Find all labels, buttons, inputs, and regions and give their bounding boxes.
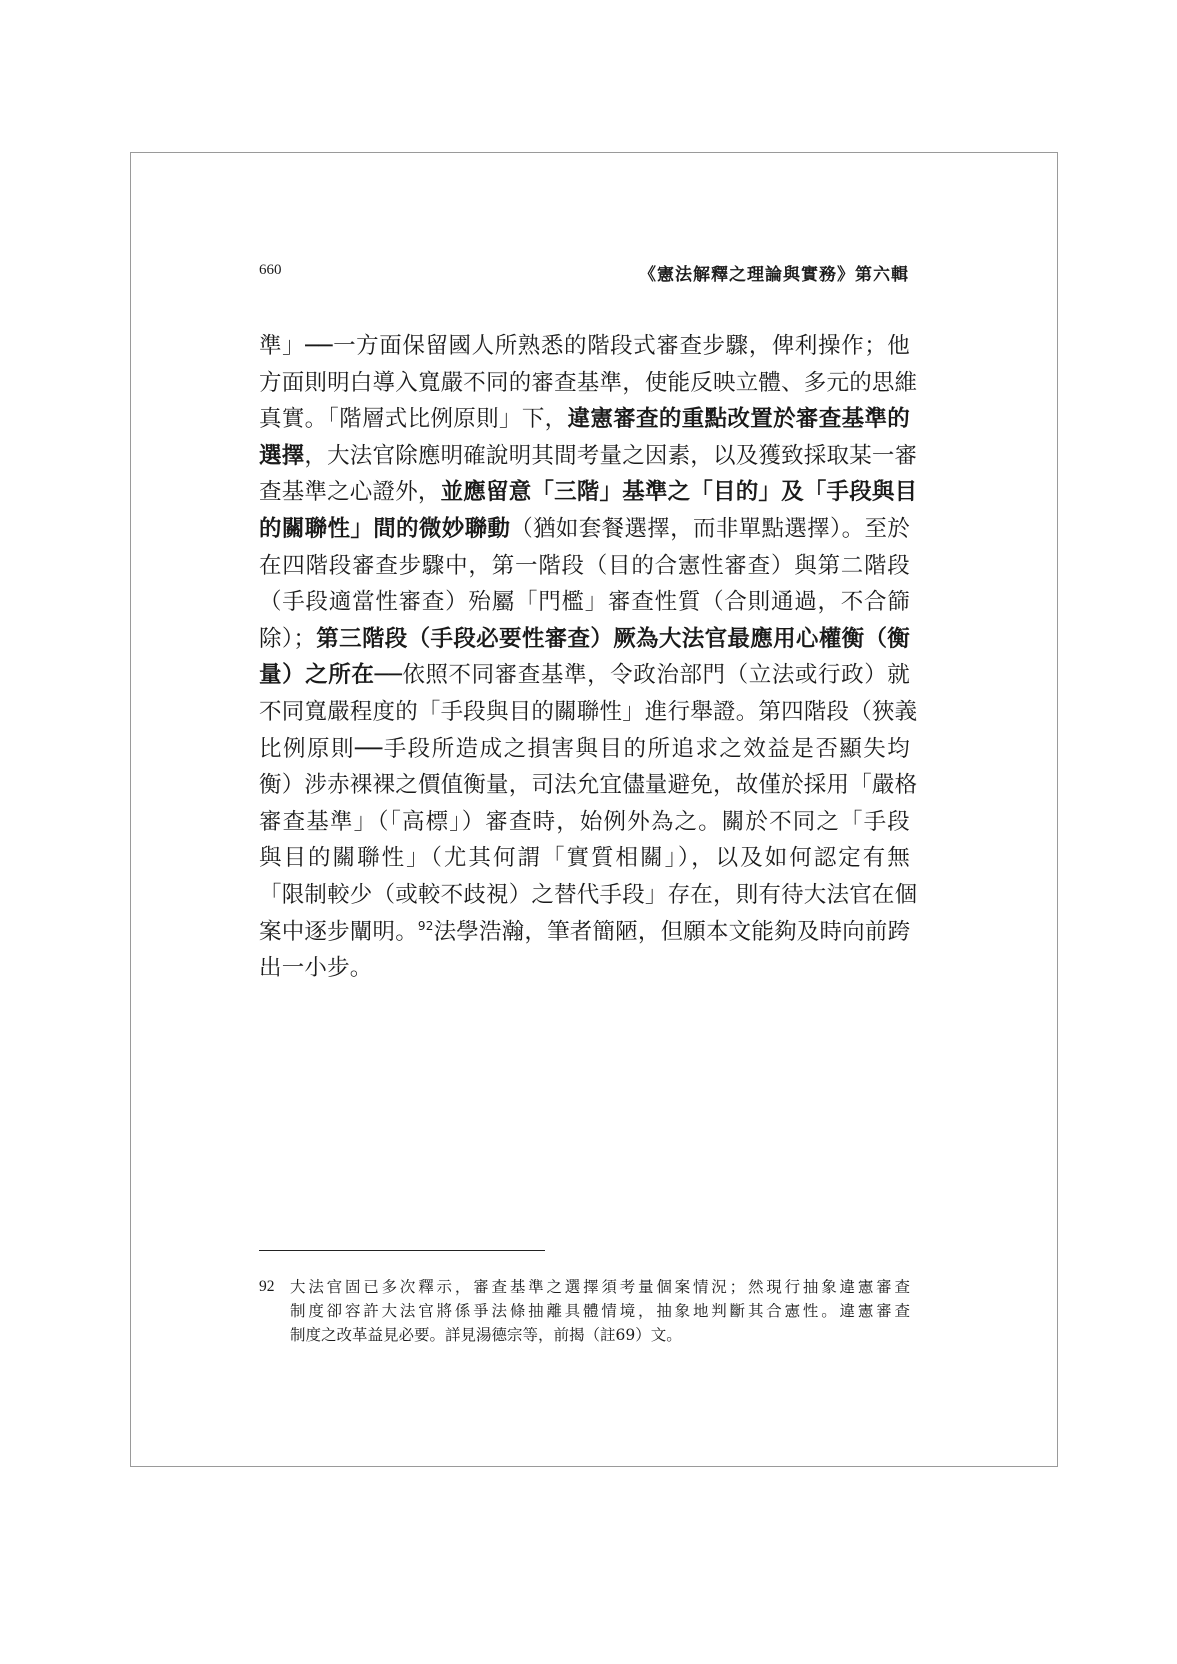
body-line [259, 657, 910, 694]
text-run: ，大法官除應明確說明其間考量之因素，以及獲致採取某一審 [304, 442, 918, 469]
body-line: （手段適當性審查）殆屬「門檻」審查性質（合則通過，不合篩 [259, 589, 910, 616]
body-line: 出一小步。 [259, 955, 373, 982]
body-line: 不同寬嚴程度的「手段與目的關聯性」進行舉證。第四階段（狹義 [259, 698, 918, 725]
text-run: 案中逐步闡明。 [259, 918, 418, 945]
body-paragraph [259, 328, 918, 987]
emphasis-run: 並應留意「三階」基準之「目的」及「手段與目 [440, 479, 918, 506]
body-line: 與目的關聯性」（尤其何謂「實質相關」），以及如何認定有無 [259, 845, 910, 872]
footnote [259, 1275, 910, 1347]
emphasis-run: 違憲審查的重點改置於審查基準的 [567, 406, 910, 433]
body-line [259, 621, 910, 658]
footnote-reference[interactable]: 92 [417, 918, 434, 933]
footnote-line: 制度卻容許大法官將係爭法條抽離具體情境，抽象地判斷其合憲性。違憲審查 [290, 1302, 910, 1320]
running-header-title: 《憲法解釋之理論與實務》第六輯 [639, 265, 909, 285]
emphasis-run: 選擇 [259, 442, 305, 469]
text-run: ──依照不同審查基準，令政治部門（立法或行政）就 [374, 662, 910, 689]
body-line: 審查基準」（「高標」）審查時，始例外為之。關於不同之「手段 [259, 808, 910, 835]
text-run: 查基準之心證外， [259, 479, 441, 506]
emphasis-run: 的關聯性」間的微妙聯動 [259, 515, 511, 542]
emphasis-run: 量）之所在 [259, 662, 375, 689]
emphasis-run: 第三階段（手段必要性審查）厥為大法官最應用心權衡（衡 [316, 625, 910, 652]
body-line: 準」──一方面保留國人所熟悉的階段式審查步驟，俾利操作；他 [259, 333, 910, 359]
body-line [259, 401, 910, 438]
body-line: 在四階段審查步驟中，第一階段（目的合憲性審查）與第二階段 [259, 552, 910, 579]
body-line [259, 914, 910, 951]
body-line: 比例原則──手段所造成之損害與目的所追求之效益是否顯失均 [259, 735, 910, 762]
body-line [259, 511, 910, 548]
body-line: 方面則明白導入寬嚴不同的審查基準，使能反映立體、多元的思維 [259, 369, 918, 396]
text-run: （猶如套餐選擇，而非單點選擇）。至於 [510, 515, 910, 542]
footnote-line: 制度之改革益見必要。詳見湯德宗等，前揭（註69）文。 [290, 1326, 682, 1344]
text-run: 法學浩瀚，筆者簡陋，但願本文能夠及時向前跨 [433, 918, 911, 945]
body-line [259, 438, 918, 475]
footnote-number: 92 [259, 1278, 275, 1295]
footnote-line: 大法官固已多次釋示，審查基準之選擇須考量個案情況；然現行抽象違憲審查 [290, 1278, 910, 1296]
body-line: 衡）涉赤裸裸之價值衡量，司法允宜儘量避免，故僅於採用「嚴格 [259, 772, 918, 799]
body-line: 「限制較少（或較不歧視）之替代手段」存在，則有待大法官在個 [259, 881, 918, 908]
text-run: 真實。「階層式比例原則」下， [259, 406, 568, 433]
footnote-divider [259, 1250, 545, 1251]
body-line [259, 474, 918, 511]
page-number: 660 [259, 262, 282, 278]
text-run: 除）； [259, 625, 317, 652]
